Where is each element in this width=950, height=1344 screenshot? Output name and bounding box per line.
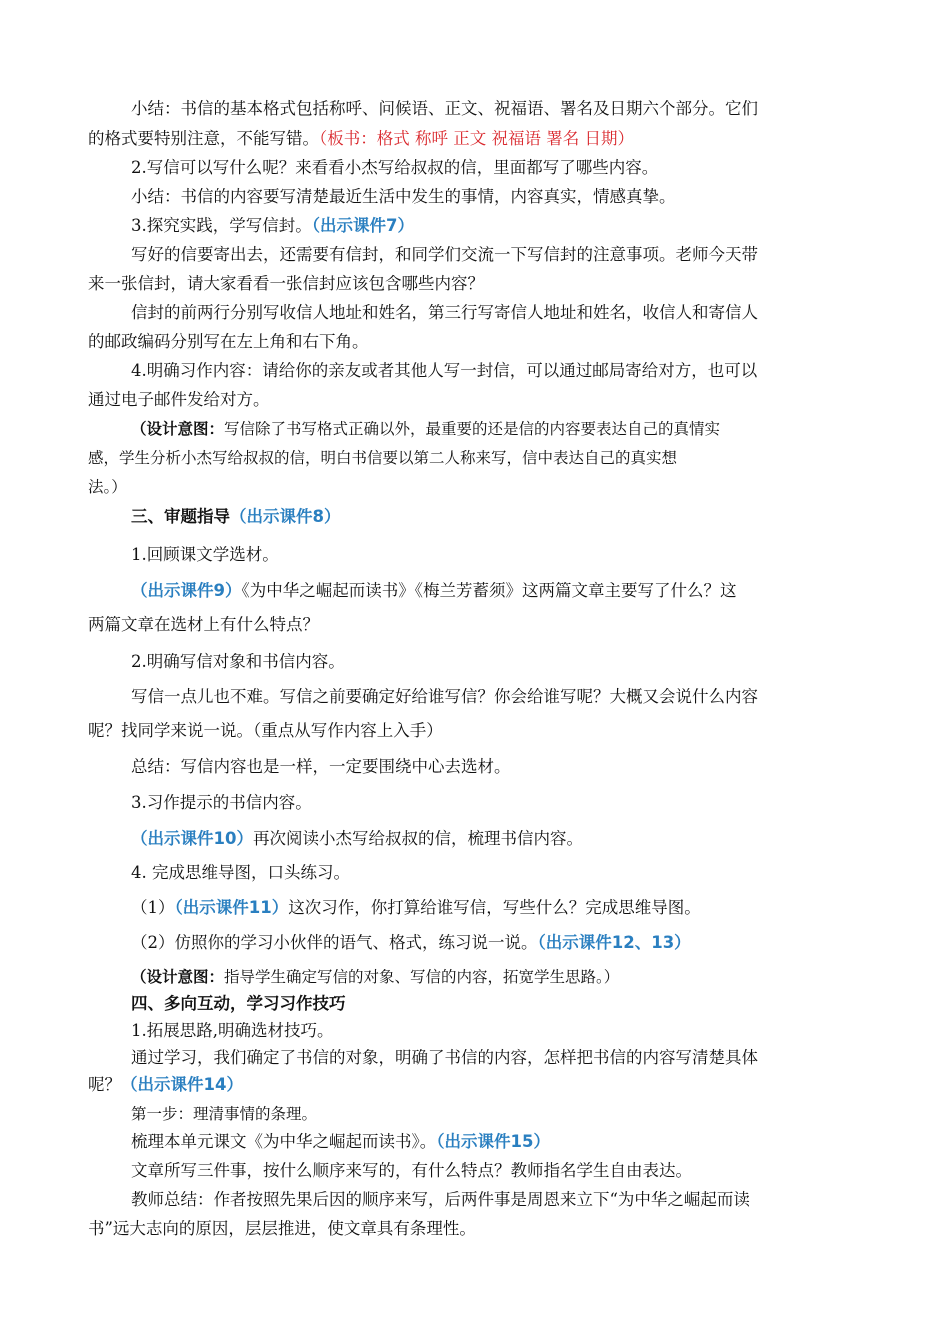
s3-courseware-10-line [131,828,583,850]
s3-para-line-2 [88,720,443,742]
s4-teacher-summary-line-1 [131,1189,750,1211]
s3-sub-2 [131,932,691,954]
s4-question-line [131,1160,692,1182]
s3-courseware-9-line-1 [131,580,736,602]
step-3-line [131,215,414,237]
text: 来一张信封，请大家看看一张信封应该包含哪些内容？ [88,274,484,293]
courseware-ref: （出示课件9） [131,581,242,600]
s3-item-3 [131,792,312,814]
envelope-para-line-1 [131,244,758,266]
text: 的邮政编码分别写在左上角和右下角。 [88,332,369,351]
text: 书”远大志向的原因，层层推进，使文章具有条理性。 [88,1219,476,1238]
text: 呢？找同学来说一说。（重点从写作内容上入手） [88,721,443,740]
text: 2.写信可以写什么呢？来看看小杰写给叔叔的信，里面都写了哪些内容。 [131,158,659,177]
text: 教师总结：作者按照先果后因的顺序来写，后两件事是周恩来立下“为中华之崛起而读 [131,1190,750,1209]
s4-para-line-2 [88,1074,243,1096]
text: 两篇文章在选材上有什么特点？ [88,615,319,634]
step-4-line-2 [88,389,270,411]
text: 1.回顾课文学选材。 [131,545,279,564]
text: 小结：书信的基本格式包括称呼、问候语、正文、祝福语、署名及日期六个部分。它们 [131,99,758,118]
s4-para-line-1 [131,1047,758,1069]
text: 3.探究实践，学写信封。 [131,216,312,235]
courseware-ref: （出示课件7） [311,216,414,235]
s4-review-line [131,1131,550,1153]
section-4-heading [131,993,346,1015]
text: 2.明确写信对象和书信内容。 [131,652,345,671]
summary-content-line [131,186,676,208]
step-4-line-1 [131,360,757,382]
heading: 四、多向互动，学习习作技巧 [131,994,346,1013]
text: 总结：写信内容也是一样，一定要围绕中心去选材。 [131,757,511,776]
step-2-line [131,157,658,179]
text: 写信除了书写格式正确以外，最重要的还是信的内容要表达自己的真情实 [224,420,721,438]
text: 4.明确习作内容：请给你的亲友或者其他人写一封信，可以通过邮局寄给对方，也可以 [131,361,758,380]
text: 指导学生确定写信的对象、写信的内容，拓宽学生思路。） [224,968,620,986]
text: 文章所写三件事，按什么顺序来写的，有什么特点？教师指名学生自由表达。 [131,1161,692,1180]
design-intent-2 [131,966,619,988]
text: 通过学习，我们确定了书信的对象，明确了书信的内容，怎样把书信的内容写清楚具体 [131,1048,758,1067]
text: 法。） [88,478,127,496]
text: 梳理本单元课文《为中华之崛起而读书》。 [131,1132,437,1151]
envelope-rule-line-1 [131,302,758,324]
text: 这次习作，你打算给谁写信，写些什么？完成思维导图。 [288,898,701,917]
text: 信封的前两行分别写收信人地址和姓名，第三行写寄信人地址和姓名，收信人和寄信人 [131,303,758,322]
design-intent-label: （设计意图： [131,420,225,438]
design-intent-label: （设计意图： [131,968,225,986]
summary-format-line-1 [131,98,758,120]
text: 写好的信要寄出去，还需要有信封，和同学们交流一下写信封的注意事项。老师今天带 [131,245,758,264]
design-intent-1-line-3 [88,476,127,498]
text: 小结：书信的内容要写清楚最近生活中发生的事情，内容真实，情感真挚。 [131,187,676,206]
text: 第一步：理清事情的条理。 [131,1105,318,1123]
heading: 三、审题指导 [131,507,230,526]
s3-courseware-9-line-2 [88,614,319,636]
section-3-heading [131,506,340,528]
envelope-rule-line-2 [88,331,369,353]
text: 写信一点儿也不难。写信之前要确定好给谁写信？你会给谁写呢？大概又会说什么内容 [131,687,758,706]
s3-para-line-1 [131,686,758,708]
s3-item-1 [131,544,279,566]
s3-item-4 [131,862,350,884]
text: 《为中华之崛起而读书》《梅兰芳蓄须》这两篇文章主要写了什么？这 [241,581,737,600]
courseware-ref: （出示课件10） [131,829,253,848]
envelope-para-line-2 [88,273,484,295]
s4-item-1 [131,1020,334,1042]
s3-sub-1 [131,897,701,919]
blackboard-note: （板书：格式 称呼 正文 祝福语 署名 日期） [319,129,634,148]
s4-step-1 [131,1103,317,1125]
text: 1.拓展思路,明确选材技巧。 [131,1021,334,1040]
courseware-ref: （出示课件15） [436,1132,550,1151]
courseware-ref: （出示课件12、13） [537,933,691,952]
design-intent-1-line-1 [131,418,720,440]
text: 3.习作提示的书信内容。 [131,793,312,812]
text: 感，学生分析小杰写给叔叔的信，明白书信要以第二人称来写，信中表达自己的真实想 [88,449,678,467]
text: （1） [131,898,175,917]
s3-item-2 [131,651,345,673]
s3-summary [131,756,511,778]
text: 4. 完成思维导图，口头练习。 [131,863,350,882]
courseware-ref: （出示课件14） [121,1075,243,1094]
text: （2）仿照你的学习小伙伴的语气、格式，练习说一说。 [131,933,538,952]
courseware-ref: （出示课件8） [230,507,341,526]
courseware-ref: （出示课件11） [174,898,289,917]
s4-teacher-summary-line-2 [88,1218,476,1240]
text: 通过电子邮件发给对方。 [88,390,270,409]
summary-format-line-2 [88,128,634,150]
design-intent-1-line-2 [88,447,677,469]
text: 再次阅读小杰写给叔叔的信，梳理书信内容。 [252,829,583,848]
text: 呢？ [88,1075,121,1094]
text: 的格式要特别注意，不能写错。 [88,129,319,148]
